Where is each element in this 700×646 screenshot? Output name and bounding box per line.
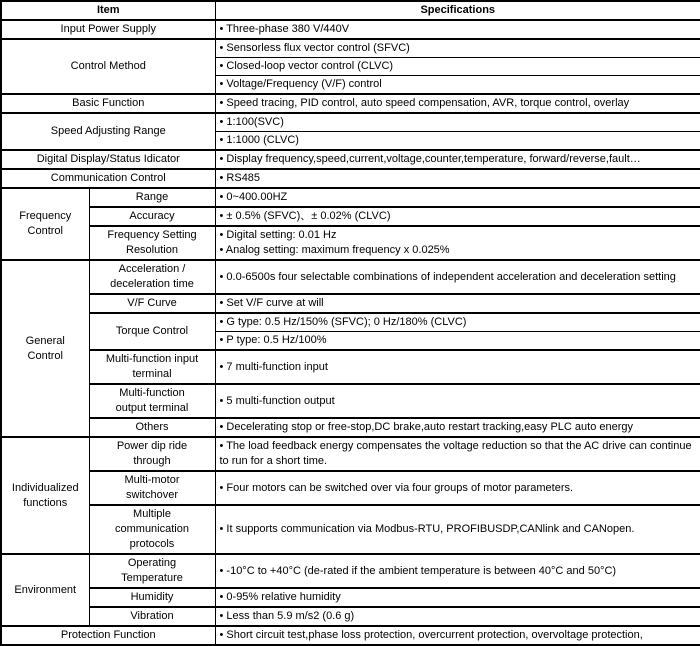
spec-vibration: • Less than 5.9 m/s2 (0.6 g) <box>215 607 700 626</box>
item-operating-temperature: Operating Temperature <box>89 554 215 588</box>
spec-power-dip-ride-through: • The load feedback energy compensates the voltage reduction so that the AC drive can continue to run for a short time. <box>215 437 700 471</box>
spec-multiple-communication-protocols: • It supports communication via Modbus-RTU, PROFIBUSDP,CANlink and CANopen. <box>215 505 700 554</box>
spec-control-method-sfvc: • Sensorless flux vector control (SFVC) <box>215 39 700 58</box>
item-accel-decel-time: Acceleration / deceleration time <box>89 260 215 294</box>
spec-digital-display: • Display frequency,speed,current,voltage,counter,temperature, forward/reverse,fault… <box>215 150 700 169</box>
spec-speed-range-svc: • 1:100(SVC) <box>215 113 700 132</box>
spec-accel-decel-time: • 0.0-6500s four selectable combinations of independent acceleration and deceleration setting <box>215 260 700 294</box>
item-multi-function-output: Multi-function output terminal <box>89 384 215 418</box>
table-row <box>1 294 700 313</box>
spec-torque-control-p: • P type: 0.5 Hz/100% <box>215 332 700 351</box>
spec-control-method-vf: • Voltage/Frequency (V/F) control <box>215 76 700 95</box>
spec-humidity: • 0-95% relative humidity <box>215 588 700 607</box>
spec-line-digital-setting: • Digital setting: 0.01 Hz <box>219 229 337 241</box>
spec-others: • Decelerating stop or free-stop,DC brake,auto restart tracking,easy PLC auto energy <box>215 418 700 437</box>
table-row <box>1 626 700 645</box>
spec-torque-control-g: • G type: 0.5 Hz/150% (SFVC); 0 Hz/180% (CLVC) <box>215 313 700 332</box>
spec-line-analog-setting: • Analog setting: maximum frequency x 0.025% <box>219 244 450 256</box>
item-frequency-setting-resolution: Frequency Setting Resolution <box>89 226 215 260</box>
item-frequency-accuracy: Accuracy <box>89 207 215 226</box>
table-row <box>1 39 700 58</box>
table-row <box>1 588 700 607</box>
table-row <box>1 260 700 294</box>
table-row <box>1 226 700 260</box>
table-row <box>1 554 700 588</box>
header-row <box>1 1 700 20</box>
spec-multi-motor-switchover: • Four motors can be switched over via four groups of motor parameters. <box>215 471 700 505</box>
spec-speed-range-clvc: • 1:1000 (CLVC) <box>215 132 700 151</box>
item-communication-control: Communication Control <box>1 169 215 188</box>
table-row <box>1 471 700 505</box>
item-vibration: Vibration <box>89 607 215 626</box>
item-input-power-supply: Input Power Supply <box>1 20 215 39</box>
item-multiple-communication-protocols: Multiple communication protocols <box>89 505 215 554</box>
table-row <box>1 188 700 207</box>
spec-frequency-setting-resolution <box>215 226 700 260</box>
item-basic-function: Basic Function <box>1 94 215 113</box>
item-humidity: Humidity <box>89 588 215 607</box>
table-row <box>1 169 700 188</box>
item-frequency-range: Range <box>89 188 215 207</box>
item-control-method: Control Method <box>1 39 215 94</box>
column-header-specifications: Specifications <box>215 1 700 20</box>
table-row <box>1 150 700 169</box>
table-row <box>1 384 700 418</box>
group-individualized-functions: Individualized functions <box>1 437 89 554</box>
spec-frequency-accuracy: • ± 0.5% (SFVC)、± 0.02% (CLVC) <box>215 207 700 226</box>
item-torque-control: Torque Control <box>89 313 215 350</box>
table-row <box>1 418 700 437</box>
spec-multi-function-input: • 7 multi-function input <box>215 350 700 384</box>
item-multi-motor-switchover: Multi-motor switchover <box>89 471 215 505</box>
spec-basic-function: • Speed tracing, PID control, auto speed compensation, AVR, torque control, overlay <box>215 94 700 113</box>
item-protection-function: Protection Function <box>1 626 215 645</box>
table-row <box>1 313 700 332</box>
spec-communication-control: • RS485 <box>215 169 700 188</box>
group-frequency-control: Frequency Control <box>1 188 89 260</box>
spec-control-method-clvc: • Closed-loop vector control (CLVC) <box>215 58 700 76</box>
spec-vf-curve: • Set V/F curve at will <box>215 294 700 313</box>
spec-input-power-supply: • Three-phase 380 V/440V <box>215 20 700 39</box>
table-row <box>1 207 700 226</box>
item-multi-function-input: Multi-function input terminal <box>89 350 215 384</box>
table-row <box>1 505 700 554</box>
table-row <box>1 113 700 132</box>
table-row <box>1 607 700 626</box>
table-row <box>1 20 700 39</box>
table-row <box>1 437 700 471</box>
group-general-control: General Control <box>1 260 89 437</box>
table-row <box>1 350 700 384</box>
spec-frequency-range: • 0~400.00HZ <box>215 188 700 207</box>
group-environment: Environment <box>1 554 89 626</box>
item-speed-adjusting-range: Speed Adjusting Range <box>1 113 215 150</box>
spec-operating-temperature: • -10°C to +40°C (de-rated if the ambient temperature is between 40°C and 50°C) <box>215 554 700 588</box>
spec-multi-function-output: • 5 multi-function output <box>215 384 700 418</box>
item-digital-display: Digital Display/Status Idicator <box>1 150 215 169</box>
table-row <box>1 94 700 113</box>
item-vf-curve: V/F Curve <box>89 294 215 313</box>
spec-protection-function: • Short circuit test,phase loss protection, overcurrent protection, overvoltage protection, <box>215 626 700 645</box>
column-header-item: Item <box>1 1 215 20</box>
item-power-dip-ride-through: Power dip ride through <box>89 437 215 471</box>
item-others: Others <box>89 418 215 437</box>
